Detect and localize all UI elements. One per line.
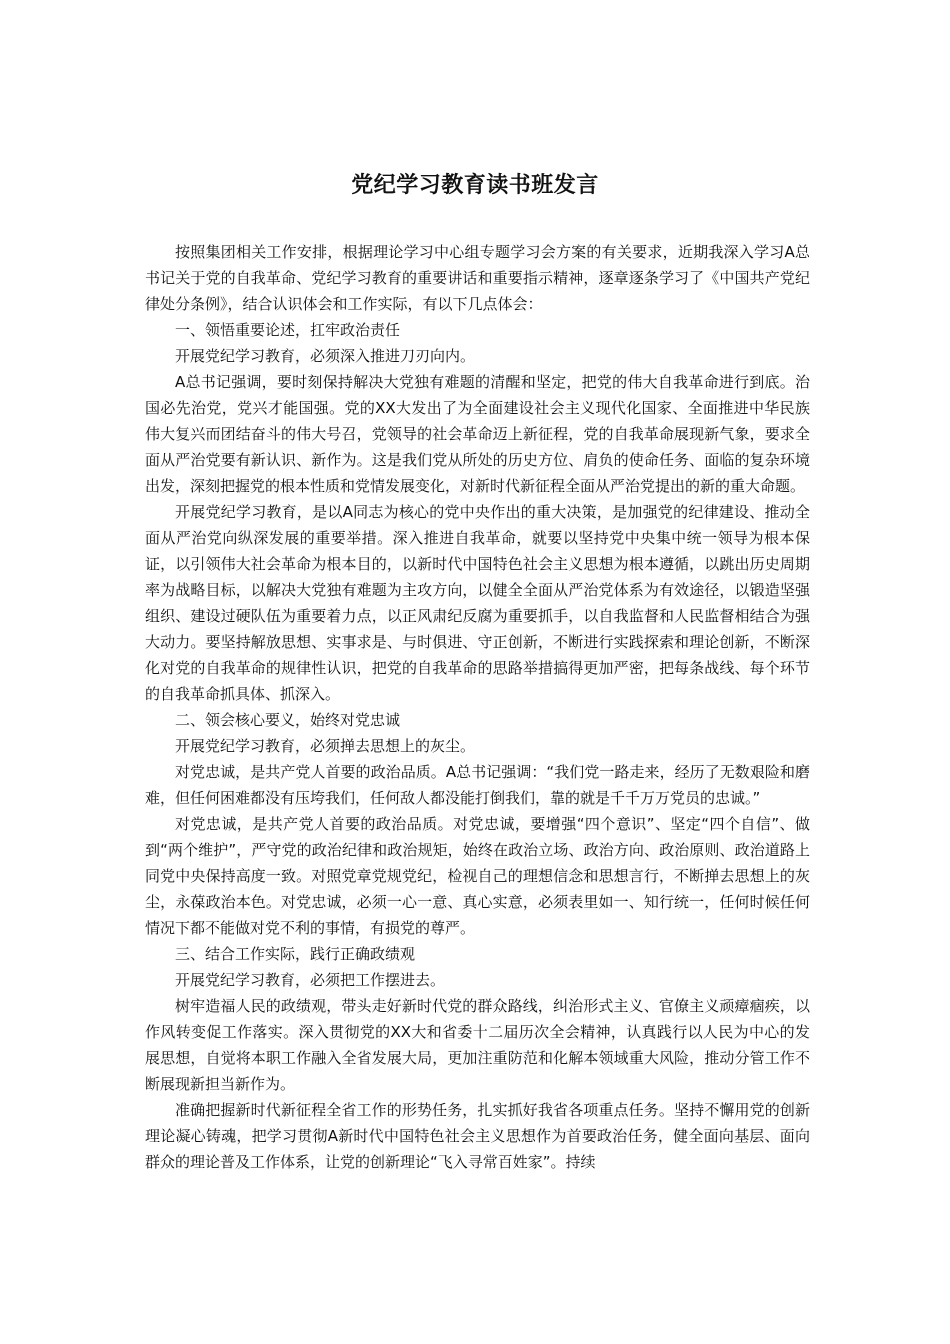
section-heading-3: 三、结合工作实际，践行正确政绩观 xyxy=(175,945,416,963)
paragraph: 开展党纪学习教育，必须掸去思想上的灰尘。 xyxy=(175,737,476,755)
paragraph: 开展党纪学习教育，必须深入推进刀刃向内。 xyxy=(175,347,476,365)
paragraph: 开展党纪学习教育，是以A同志为核心的党中央作出的重大决策，是加强党的纪律建设、推动全面从严治党向纵深发展的重要举措。深入推进自我革命，就要以坚持党中央集中统一领导为根本保证，以引领伟大社会革命为根本目的，以新时代中国特色社会主义思想为根本遵循，以跳出历史周期率为战略目标，以解决大党独有难题为主攻方向，以健全全面从严治党体系为有效途径，以锻造坚强组织、建设过硬队伍为重要着力点，以正风肃纪反腐为重要抓手，以自我监督和人民监督相结合为强大动力。要坚持解放思想、实事求是、与时俱进、守正创新，不断进行实践探索和理论创新，不断深化对党的自我革命的规律性认识，把党的自我革命的思路举措搞得更加严密，把每条战线、每个环节的自我革命抓具体、抓深入。 xyxy=(145,503,810,703)
section-heading-1: 一、领悟重要论述，扛牢政治责任 xyxy=(175,321,401,339)
document-body xyxy=(145,239,810,1175)
paragraph: A总书记强调，要时刻保持解决大党独有难题的清醒和坚定，把党的伟大自我革命进行到底。治国必先治党，党兴才能国强。党的XX大发出了为全面建设社会主义现代化国家、全面推进中华民族伟大复兴而团结奋斗的伟大号召，党领导的社会革命迈上新征程，党的自我革命展现新气象，要求全面从严治党要有新认识、新作为。这是我们党从所处的历史方位、肩负的使命任务、面临的复杂环境出发，深刻把握党的根本性质和党情发展变化，对新时代新征程全面从严治党提出的新的重大命题。 xyxy=(145,373,810,495)
paragraph-intro: 按照集团相关工作安排，根据理论学习中心组专题学习会方案的有关要求，近期我深入学习A总书记关于党的自我革命、党纪学习教育的重要讲话和重要指示精神，逐章逐条学习了《中国共产党纪律处分条例》，结合认识体会和工作实际，有以下几点体会： xyxy=(145,243,810,313)
paragraph: 树牢造福人民的政绩观，带头走好新时代党的群众路线，纠治形式主义、官僚主义顽瘴痼疾，以作风转变促工作落实。深入贯彻党的XX大和省委十二届历次全会精神，认真践行以人民为中心的发展思想，自觉将本职工作融入全省发展大局，更加注重防范和化解本领域重大风险，推动分管工作不断展现新担当新作为。 xyxy=(145,997,810,1093)
paragraph: 对党忠诚，是共产党人首要的政治品质。A总书记强调：“我们党一路走来，经历了无数艰险和磨难，但任何困难都没有压垮我们，任何敌人都没能打倒我们，靠的就是千千万万党员的忠诚。” xyxy=(145,763,810,807)
paragraph: 对党忠诚，是共产党人首要的政治品质。对党忠诚，要增强“四个意识”、坚定“四个自信”、做到“两个维护”，严守党的政治纪律和政治规矩，始终在政治立场、政治方向、政治原则、政治道路上同党中央保持高度一致。对照党章党规党纪，检视自己的理想信念和思想言行，不断掸去思想上的灰尘，永葆政治本色。对党忠诚，必须一心一意、真心实意，必须表里如一、知行统一，任何时候任何情况下都不能做对党不利的事情，有损党的尊严。 xyxy=(145,815,810,937)
paragraph: 准确把握新时代新征程全省工作的形势任务，扎实抓好我省各项重点任务。坚持不懈用党的创新理论凝心铸魂，把学习贯彻A新时代中国特色社会主义思想作为首要政治任务，健全面向基层、面向群众的理论普及工作体系，让党的创新理论“飞入寻常百姓家”。持续 xyxy=(145,1101,810,1171)
section-heading-2: 二、领会核心要义，始终对党忠诚 xyxy=(175,711,401,729)
paragraph: 开展党纪学习教育，必须把工作摆进去。 xyxy=(175,971,446,989)
document-title: 党纪学习教育读书班发言 xyxy=(351,172,599,198)
